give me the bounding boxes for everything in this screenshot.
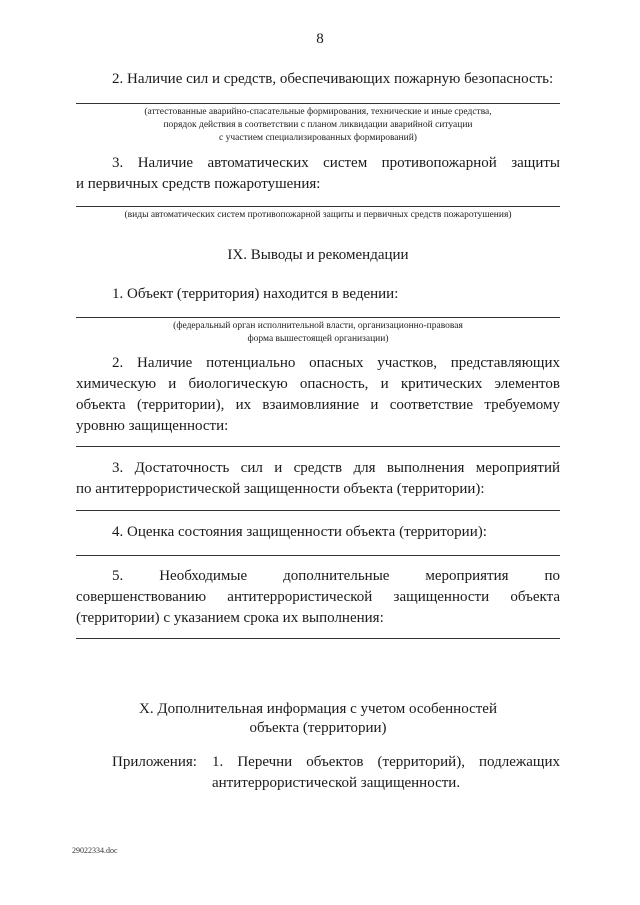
fill-line — [76, 206, 560, 207]
ix-1-note — [76, 320, 560, 346]
ix-2-line3: объекта (территории), их взаимовлияние и соответствие требуемому — [76, 397, 560, 413]
appendix-line2: антитеррористической защищенности. — [212, 775, 461, 791]
item-3-line1: 3. Наличие автоматических систем противопожарной защиты — [112, 155, 560, 171]
ix-4-text: 4. Оценка состояния защищенности объекта (территории): — [112, 524, 487, 540]
section-10-heading-line1: X. Дополнительная информация с учетом особенностей — [139, 701, 497, 717]
fill-line — [76, 317, 560, 318]
ix-2-line4: уровню защищенности: — [76, 418, 229, 434]
ix-1-text: 1. Объект (территория) находится в ведении: — [112, 286, 399, 302]
page-number: 8 — [316, 31, 324, 47]
item-2-note — [76, 106, 560, 145]
ix-5-line3: (территории) с указанием срока их выполнения: — [76, 610, 384, 626]
fill-line — [76, 638, 560, 639]
footer-code: 29022334.doc — [72, 846, 118, 855]
appendix-line1: 1. Перечни объектов (территорий), подлежащих — [212, 754, 560, 770]
note-line: (федеральный орган исполнительной власти, организационно-правовая — [173, 321, 463, 331]
item-3-line2: и первичных средств пожаротушения: — [76, 176, 321, 192]
appendix-label: Приложения: — [112, 754, 197, 770]
item-2-forces-fire-safety: 2. Наличие сил и средств, обеспечивающих пожарную безопасность: — [112, 71, 554, 87]
ix-3-line1: 3. Достаточность сил и средств для выполнения мероприятий — [112, 460, 560, 476]
ix-5-line1: 5. Необходимые дополнительные мероприятия по — [112, 568, 560, 584]
fill-line — [76, 446, 560, 447]
item-3-note: (виды автоматических систем противопожарной защиты и первичных средств пожаротушения) — [124, 210, 512, 220]
note-line: порядок действия в соответствии с планом ликвидации аварийной ситуации — [163, 120, 473, 130]
section-9-heading: IX. Выводы и рекомендации — [227, 247, 409, 263]
ix-2-line2: химическую и биологическую опасность, и критических элементов — [76, 376, 560, 392]
ix-3-line2: по антитеррористической защищенности объекта (территории): — [76, 481, 485, 497]
section-10-heading-line2: объекта (территории) — [249, 720, 387, 736]
fill-line — [76, 510, 560, 511]
fill-line — [76, 103, 560, 104]
note-line: (аттестованные аварийно-спасательные формирования, технические и иные средства, — [144, 107, 492, 117]
ix-2-line1: 2. Наличие потенциально опасных участков, представляющих — [112, 355, 560, 371]
note-line: с участием специализированных формирований) — [219, 133, 417, 143]
ix-5-line2: совершенствованию антитеррористической защищенности объекта — [76, 589, 560, 605]
fill-line — [76, 555, 560, 556]
note-line: форма вышестоящей организации) — [247, 334, 389, 344]
